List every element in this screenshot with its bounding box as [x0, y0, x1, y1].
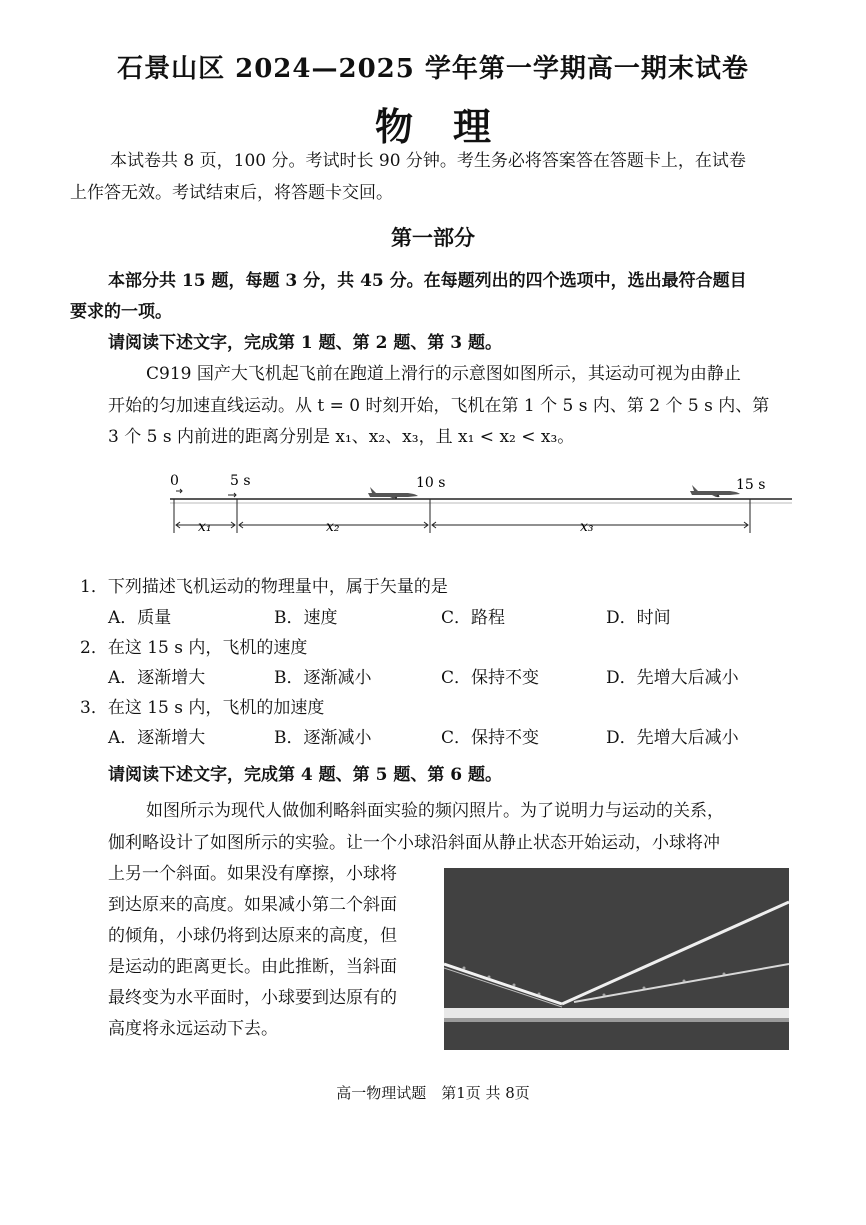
- label-x2: x₂: [326, 519, 340, 535]
- q1-option-a: A．质量: [108, 608, 172, 628]
- passage2-side-line-1: 上另一个斜面。如果没有摩擦，小球将: [108, 864, 397, 884]
- label-x1: x₁: [198, 519, 212, 535]
- passage1-line-3: 3 个 5 s 内前进的距离分别是 x₁、x₂、x₃，且 x₁ < x₂ < x₃。: [108, 427, 575, 447]
- q3-option-a: A．逐渐增大: [108, 728, 206, 748]
- question-2-stem: 2．在这 15 s 内，飞机的速度: [80, 638, 308, 658]
- passage2-side-line-6: 高度将永远运动下去。: [108, 1019, 278, 1039]
- q2-option-b: B．逐渐减小: [274, 668, 372, 688]
- part-desc-line-1: 本部分共 15 题，每题 3 分，共 45 分。在每题列出的四个选项中，选出最符合题目: [108, 271, 747, 291]
- label-t0: 0: [170, 473, 179, 489]
- runway-diagram: [110, 465, 800, 545]
- passage2-prompt: 请阅读下述文字，完成第 4 题、第 5 题、第 6 题。: [108, 765, 502, 785]
- intro-line-1: 本试卷共 8 页，100 分。考试时长 90 分钟。考生务必将答案答在答题卡上，在试卷: [110, 151, 746, 171]
- q3-option-b: B．逐渐减小: [274, 728, 372, 748]
- passage2-side-line-3: 的倾角，小球仍将到达原来的高度，但: [108, 926, 397, 946]
- passage2-side-line-4: 是运动的距离更长。由此推断，当斜面: [108, 957, 397, 977]
- question-3-stem: 3．在这 15 s 内，飞机的加速度: [80, 698, 325, 718]
- question-1-stem: 1．下列描述飞机运动的物理量中，属于矢量的是: [80, 577, 448, 597]
- inclined-plane-photo-art: [444, 868, 789, 1050]
- inclined-plane-photo: [444, 868, 789, 1050]
- q1-option-c: C．路程: [441, 608, 506, 628]
- part-desc-line-2: 要求的一项。: [70, 302, 172, 322]
- label-x3: x₃: [580, 519, 594, 535]
- passage1-prompt: 请阅读下述文字，完成第 1 题、第 2 题、第 3 题。: [108, 333, 502, 353]
- passage2-line-2: 伽利略设计了如图所示的实验。让一个小球沿斜面从静止状态开始运动，小球将冲: [108, 833, 720, 853]
- subject-title: 物理: [374, 104, 531, 149]
- q2-option-a: A．逐渐增大: [108, 668, 206, 688]
- passage2-side-line-2: 到达原来的高度。如果减小第二个斜面: [108, 895, 397, 915]
- q2-option-d: D．先增大后减小: [606, 668, 739, 688]
- label-t15: 15 s: [736, 477, 766, 493]
- q3-option-c: C．保持不变: [441, 728, 540, 748]
- page-footer: 高一物理试题 第1页 共 8页: [336, 1084, 530, 1102]
- label-t10: 10 s: [416, 475, 446, 491]
- q1-option-b: B．速度: [274, 608, 338, 628]
- exam-title: 石景山区 2024—2025 学年第一学期高一期末试卷: [117, 54, 749, 84]
- airplane-icon-10s: [368, 487, 418, 499]
- arrow-5s-icon: [228, 493, 236, 497]
- q1-option-d: D．时间: [606, 608, 671, 628]
- q3-option-d: D．先增大后减小: [606, 728, 739, 748]
- part-heading: 第一部分: [391, 225, 475, 250]
- passage2-line-1: 如图所示为现代人做伽利略斜面实验的频闪照片。为了说明力与运动的关系，: [146, 801, 724, 821]
- label-t5: 5 s: [230, 473, 251, 489]
- airplane-icon-15s: [690, 485, 740, 497]
- passage1-line-2: 开始的匀加速直线运动。从 t = 0 时刻开始，飞机在第 1 个 5 s 内、第 2 个 5 s 内、第: [108, 396, 770, 416]
- intro-line-2: 上作答无效。考试结束后，将答题卡交回。: [70, 183, 393, 203]
- arrow-0-icon: [176, 489, 182, 493]
- passage2-side-line-5: 最终变为水平面时，小球要到达原有的: [108, 988, 397, 1008]
- passage1-line-1: C919 国产大飞机起飞前在跑道上滑行的示意图如图所示，其运动可视为由静止: [146, 364, 741, 384]
- q2-option-c: C．保持不变: [441, 668, 540, 688]
